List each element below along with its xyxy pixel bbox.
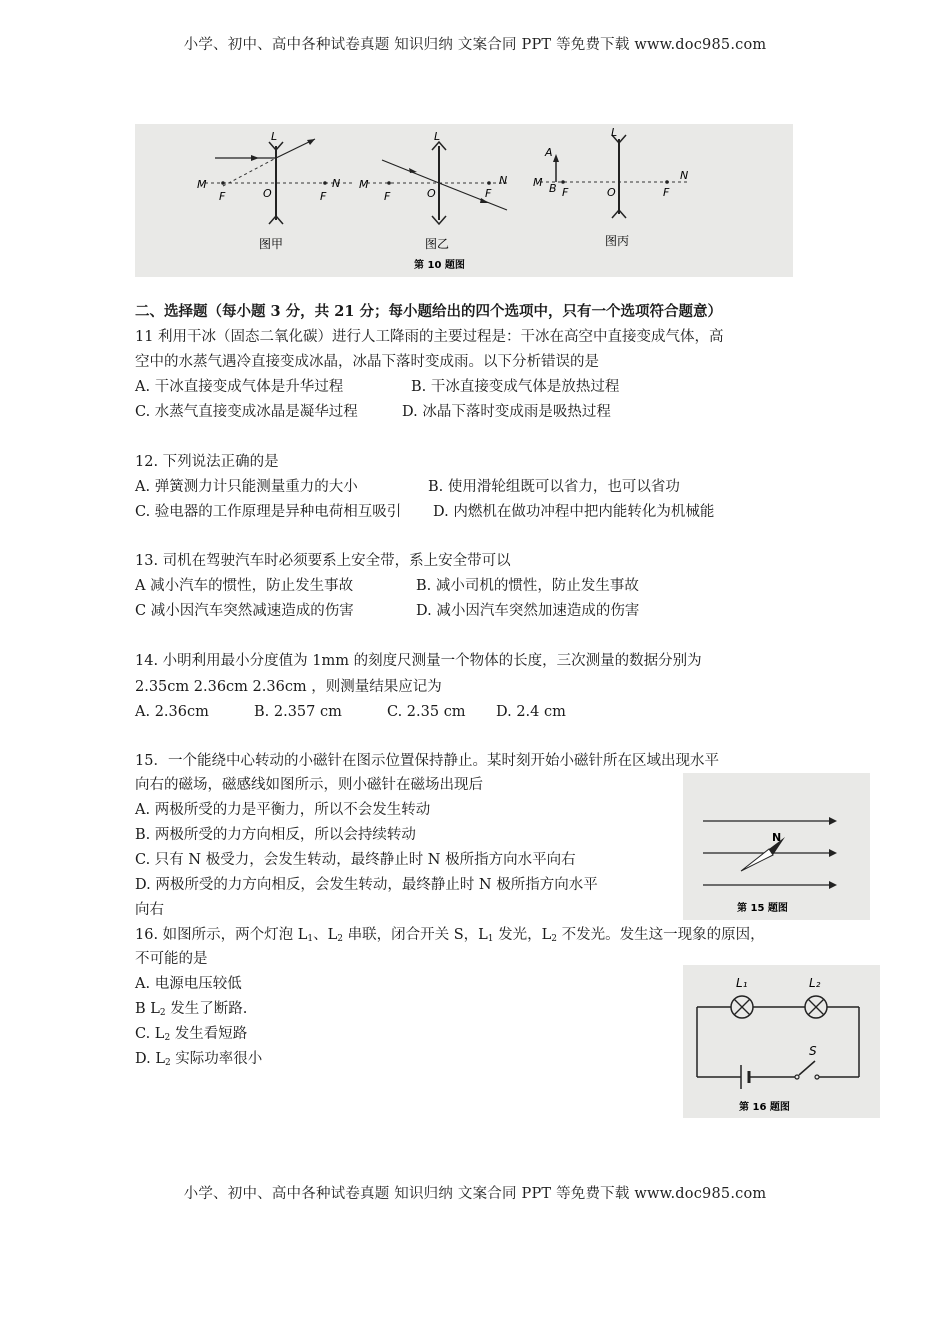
figure-10 [135, 124, 793, 277]
label-o: O [607, 186, 616, 199]
q12-option-a: A. 弹簧测力计只能测量重力的大小 [135, 479, 358, 495]
battery [741, 1065, 749, 1089]
q14-option-d: D. 2.4 cm [496, 704, 566, 720]
figure-10-diagram [135, 124, 793, 277]
q16-option-b: B $L_2$ 发生了断路. [135, 1001, 248, 1018]
label-l: L [434, 130, 441, 143]
q11-stem-line2: 空中的水蒸气遇冷直接变成冰晶，冰晶下落时变成雨。以下分析错误的是 [135, 354, 599, 370]
q16-stem-line1: 16. 如图所示，两个灯泡 $L_1$、$L_2$ 串联，闭合开关 S，$L_1$ 发光，$L_2$ 不发光。发生这一现象的原因， [135, 927, 765, 944]
label-n: N [332, 177, 341, 190]
q12-option-b: B. 使用滑轮组既可以省力，也可以省功 [428, 479, 680, 495]
label-l2: L₂ [809, 976, 821, 990]
label-f: F [219, 190, 226, 203]
label-n: N [680, 169, 689, 182]
q11-option-c: C. 水蒸气直接变成冰晶是凝华过程 [135, 404, 358, 420]
q14-stem-line2: 2.35cm 2.36cm 2.36cm ，则测量结果应记为 [135, 679, 442, 695]
q16-option-c: C. $L_2$ 发生看短路 [135, 1026, 248, 1043]
q11-option-d: D. 冰晶下落时变成雨是吸热过程 [402, 404, 611, 420]
q14-option-a: A. 2.36cm [135, 704, 209, 720]
panel-title: 图乙 [425, 237, 450, 251]
figure-15 [683, 773, 870, 920]
q11-option-b: B. 干冰直接变成气体是放热过程 [411, 379, 620, 395]
q15-stem-line2: 向右的磁场，磁感线如图所示，则小磁针在磁场出现后 [135, 777, 483, 793]
label-f: F [562, 186, 569, 199]
figure-caption: 第 15 题图 [737, 903, 788, 914]
q16-option-d: D. $L_2$ 实际功率很小 [135, 1051, 263, 1068]
figure-16 [683, 965, 880, 1118]
panel-jia [197, 130, 355, 251]
panel-bing [533, 126, 688, 248]
page-footer: 小学、初中、高中各种试卷真题 知识归纳 文案合同 PPT 等免费下载 www.doc985.com [183, 1186, 767, 1202]
page-header: 小学、初中、高中各种试卷真题 知识归纳 文案合同 PPT 等免费下载 www.doc985.com [183, 37, 767, 53]
label-n: N [772, 831, 782, 844]
label-l: L [271, 130, 278, 143]
q14-stem-line1: 14. 小明利用最小分度值为 1mm 的刻度尺测量一个物体的长度，三次测量的数据分别为 [135, 653, 702, 669]
q15-option-c: C. 只有 N 极受力，会发生转动，最终静止时 N 极所指方向水平向右 [135, 852, 576, 868]
panel-yi [359, 130, 507, 251]
figure-caption: 第 16 题图 [739, 1102, 790, 1113]
q13-option-c: C 减小因汽车突然减速造成的伤害 [135, 603, 354, 619]
q15-option-a: A. 两极所受的力是平衡力，所以不会发生转动 [135, 802, 431, 818]
q15-stem-line1: 15．一个能绕中心转动的小磁针在图示位置保持静止。某时刻开始小磁针所在区域出现水平 [135, 753, 719, 769]
q11-stem-line1: 11 利用干冰（固态二氧化碳）进行人工降雨的主要过程是：干冰在高空中直接变成气体，高 [135, 329, 724, 345]
label-o: O [263, 187, 272, 200]
label-l: L [611, 126, 618, 139]
figure-15-diagram [683, 773, 870, 920]
label-a: A [545, 146, 553, 159]
label-m: M [533, 176, 543, 189]
label-m: M [197, 178, 207, 191]
q14-option-c: C. 2.35 cm [387, 704, 466, 720]
q12-option-d: D. 内燃机在做功冲程中把内能转化为机械能 [433, 504, 715, 520]
q13-option-a: A 减小汽车的惯性，防止发生事故 [135, 578, 354, 594]
magnet-s-pole [741, 849, 773, 871]
label-m: M [359, 178, 369, 191]
switch-s [795, 1061, 819, 1079]
label-f: F [320, 190, 327, 203]
label-n: N [499, 174, 508, 187]
figure-caption: 第 10 题图 [414, 260, 465, 271]
section-heading: 二、选择题（每小题 3 分，共 21 分；每小题给出的四个选项中，只有一个选项符合题意） [135, 303, 722, 320]
figure-16-diagram [683, 965, 880, 1118]
q16-stem-line2: 不可能的是 [135, 951, 208, 967]
q13-stem: 13. 司机在驾驶汽车时必须要系上安全带，系上安全带可以 [135, 553, 511, 569]
lamp-l1 [731, 996, 753, 1018]
label-f: F [485, 187, 492, 200]
q12-option-c: C. 验电器的工作原理是异种电荷相互吸引 [135, 504, 402, 520]
q15-option-b: B. 两极所受的力方向相反，所以会持续转动 [135, 827, 416, 843]
q12-stem: 12. 下列说法正确的是 [135, 454, 279, 470]
q13-option-d: D. 减小因汽车突然加速造成的伤害 [416, 603, 640, 619]
label-s: S [809, 1044, 817, 1058]
label-f: F [663, 186, 670, 199]
label-b: B [549, 182, 557, 195]
lamp-l2 [805, 996, 827, 1018]
q15-option-d-line2: 向右 [135, 902, 164, 918]
q16-option-a: A. 电源电压较低 [135, 976, 242, 992]
panel-title: 图甲 [259, 237, 284, 251]
q11-option-a: A. 干冰直接变成气体是升华过程 [135, 379, 344, 395]
label-f: F [384, 190, 391, 203]
label-l1: L₁ [736, 976, 748, 990]
q13-option-b: B. 减小司机的惯性，防止发生事故 [416, 578, 639, 594]
panel-title: 图丙 [605, 234, 630, 248]
q14-option-b: B. 2.357 cm [254, 704, 342, 720]
label-o: O [427, 187, 436, 200]
q15-option-d-line1: D. 两极所受的力方向相反，会发生转动，最终静止时 N 极所指方向水平 [135, 877, 598, 893]
